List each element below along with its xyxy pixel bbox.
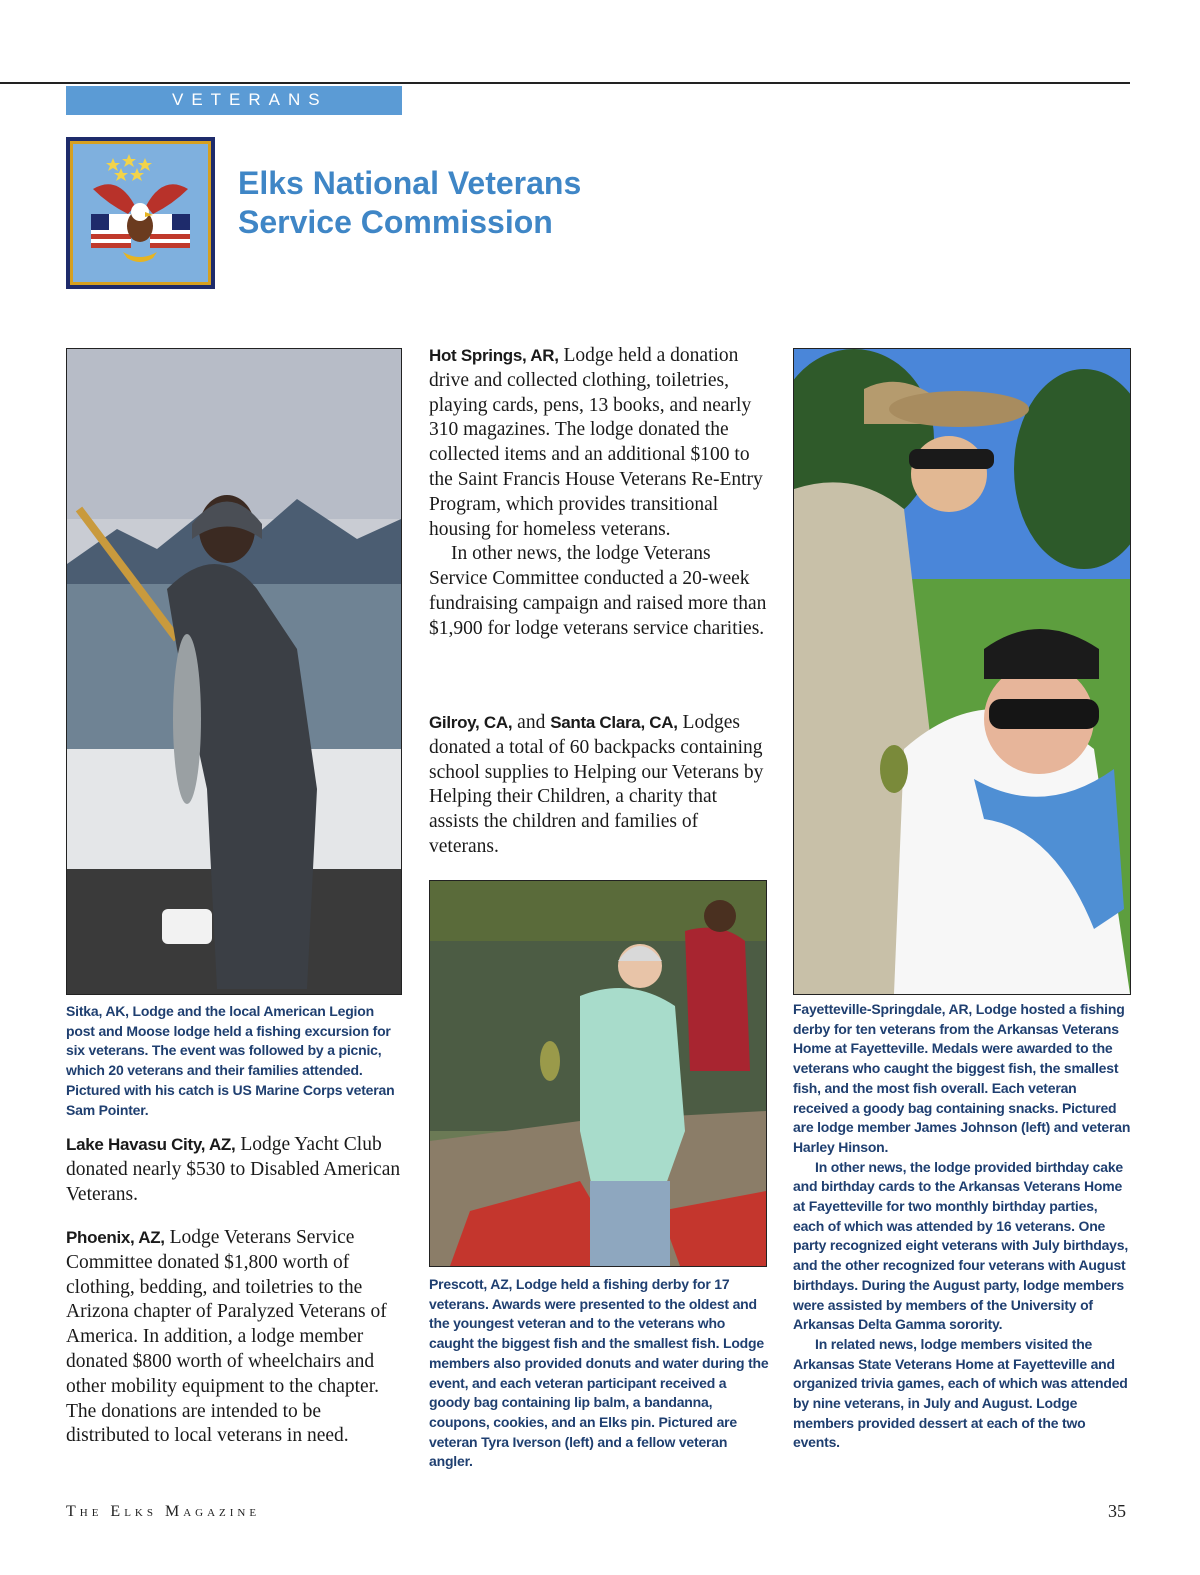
article-place: Phoenix, AZ,: [66, 1228, 165, 1247]
prescott-photo: [429, 880, 767, 1267]
gilroy-article: [429, 711, 769, 860]
article-paragraph-2: In other news, the lodge Veterans Service Committee conducted a 20-week fundraising campaign and raised more than $1,900 for lodge veterans service charities.: [429, 543, 767, 639]
caption-paragraph-2: In other news, the lodge provided birthday cake and birthday cards to the Arkansas Veterans Home at Fayetteville for two monthly birthday parties, each of which was attended by 16 veterans. One party recognized eight veterans with July birthdays, and the other recognized four veterans with August birthdays. During the August party, lodge members were assisted by members of the University of Arkansas Delta Gamma sorority.: [793, 1158, 1129, 1333]
prescott-caption: [429, 1275, 769, 1472]
fayetteville-caption: [793, 1000, 1131, 1453]
caption-text: Lodge held a fishing derby for 17 veterans. Awards were presented to the oldest and the youngest veteran and to the veterans who caught the biggest fish and the smallest fish. Lodge members also provided donuts and water during the event, and each veteran participant received a goody bag containing lip balm, a bandanna, coupons, cookies, and an Elks pin. Pictured are veteran Tyra Iverson (left) and a fellow veteran angler.: [429, 1276, 769, 1470]
article-text: Lodges donated a total of 60 backpacks containing school supplies to Helping our Veterans by Helping their Children, a charity that assists the children and families of veterans.: [429, 712, 764, 857]
magazine-name: The Elks Magazine: [66, 1503, 261, 1520]
page-number: 35: [1108, 1501, 1126, 1521]
article-conjunction: and: [512, 712, 551, 733]
top-rule: [0, 82, 1130, 84]
eagle-flags-seal-icon: [70, 141, 211, 285]
fayetteville-photo: [793, 348, 1131, 995]
article-place: Gilroy, CA,: [429, 713, 513, 732]
page-title: [238, 164, 581, 242]
sitka-caption: [66, 1002, 402, 1120]
caption-text: Lodge and the local American Legion post and Moose lodge held a fishing excursion for six veterans. The event was followed by a picnic, which 20 veterans and their families attended. Pictured with his catch is US Marine Corps veteran Sam Pointer.: [66, 1003, 395, 1118]
article-text: Lodge held a donation drive and collected clothing, toiletries, playing cards, pens, 13 books, and nearly 310 magazines. The lodge donated the collected items and an additional $100 to the Saint Francis House Veterans Re-Entry Program, which provides transitional housing for homeless veterans.: [429, 345, 763, 540]
caption-paragraph-3: In related news, lodge members visited the Arkansas State Veterans Home at Fayetteville and organized trivia games, each of which was attended by nine veterans, in July and August. Lodge members provided dessert at each of the two events.: [793, 1335, 1128, 1451]
title-line-2: Service Commission: [238, 204, 553, 240]
caption-place: Fayetteville-Springdale, AR,: [793, 1001, 973, 1017]
section-label: VETERANS: [172, 90, 328, 109]
article-text: Lodge Yacht Club donated nearly $530 to Disabled American Veterans.: [66, 1134, 401, 1205]
article-place: Hot Springs, AR,: [429, 346, 559, 365]
article-place-2: Santa Clara, CA,: [550, 713, 678, 732]
logo: [66, 137, 215, 289]
caption-place: Prescott, AZ,: [429, 1276, 513, 1292]
caption-text: Lodge hosted a fishing derby for ten veterans from the Arkansas Veterans Home at Fayetteville. Medals were awarded to the veterans who caught the biggest fish, the smallest fish, and the most fish overall. Each veteran received a goody bag containing snacks. Pictured are lodge member James Johnson (left) and veteran Harley Hinson.: [793, 1001, 1131, 1155]
title-line-1: Elks National Veterans: [238, 165, 582, 201]
hot-springs-article: [429, 344, 769, 642]
article-text: Lodge Veterans Service Committee donated $1,800 worth of clothing, bedding, and toiletries to the Arizona chapter of Paralyzed Veterans of America. In addition, a lodge member donated $800 worth of wheelchairs and other mobility equipment to the chapter. The donations are intended to be distributed to local veterans in need.: [66, 1227, 387, 1447]
caption-place: Sitka, AK,: [66, 1003, 129, 1019]
phoenix-article: [66, 1226, 402, 1449]
article-place: Lake Havasu City, AZ,: [66, 1135, 236, 1154]
section-banner: [66, 86, 402, 115]
sitka-photo: [66, 348, 402, 995]
lake-havasu-article: [66, 1133, 402, 1207]
